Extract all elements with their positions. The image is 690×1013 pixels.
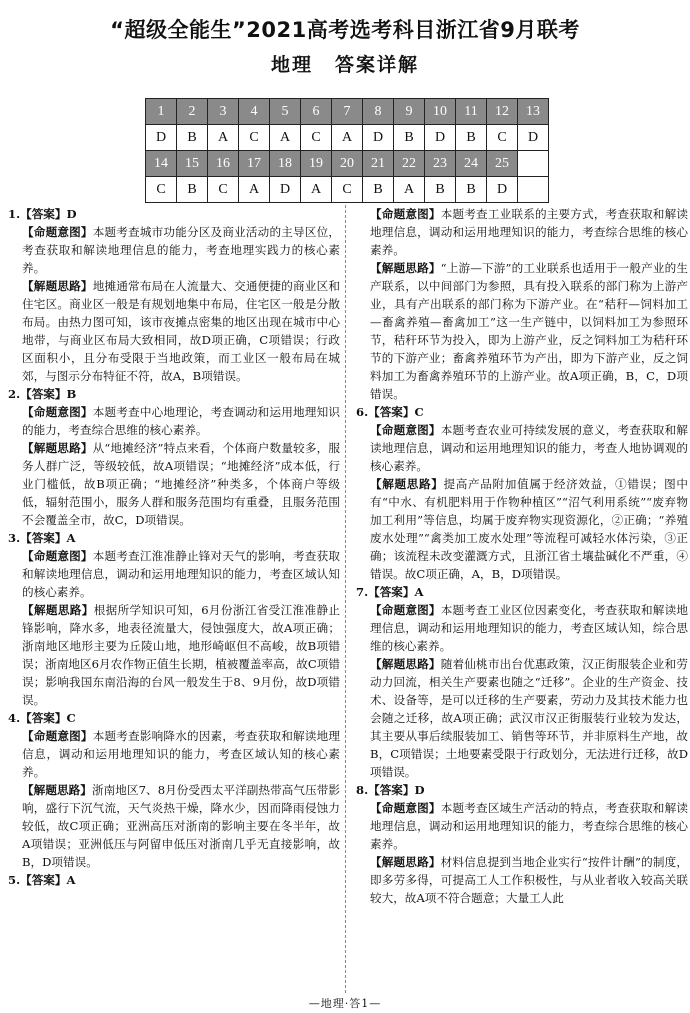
answer-table-cell: 19 <box>301 151 332 177</box>
answer-table <box>145 98 549 203</box>
section-tag: 【解题思路】 <box>22 603 94 617</box>
answer-letter: C <box>66 711 76 725</box>
answer-letter: A <box>66 873 76 887</box>
answer-table-cell: 10 <box>425 99 456 125</box>
answer-label: 【答案】 <box>368 585 415 599</box>
question-number: 5. <box>8 873 21 887</box>
answer-table-cell: 23 <box>425 151 456 177</box>
explanation-text: 提高产品附加值属于经济效益，①错误；图中有“中水、有机肥料用于作物种植区”“沼气利用系统”“废弃物加工利用”等信息，均属于废弃物实现资源化，②正确；“养殖废水处理”“禽类加工废水处理”等流程可减轻水体污染，③正确；该流程未改变灌溉方式，且浙江省土壤盐碱化不严重，④错误。故C项正确，A，B，D项错误。 <box>370 477 688 581</box>
subject-label: 地理 <box>270 54 313 76</box>
explanation-paragraph <box>356 601 688 655</box>
answer-table-cell: C <box>332 177 363 203</box>
explanation-paragraph <box>356 853 688 907</box>
explanation-paragraph <box>8 277 340 385</box>
answer-table-cell: A <box>332 125 363 151</box>
answer-table-cell: 21 <box>363 151 394 177</box>
answer-table-cell: A <box>208 125 239 151</box>
answer-letter: B <box>66 387 77 401</box>
section-tag: 【命题意图】 <box>22 729 93 743</box>
question-answer-line <box>356 781 688 799</box>
column-divider <box>345 205 346 993</box>
answer-table-cell: 24 <box>456 151 487 177</box>
answer-table-cell: 16 <box>208 151 239 177</box>
answer-table-cell: 20 <box>332 151 363 177</box>
answer-table-answer-row <box>146 177 549 203</box>
explanation-paragraph <box>8 601 340 709</box>
section-tag: 【命题意图】 <box>370 423 441 437</box>
answer-table-empty-cell <box>518 151 549 177</box>
explanation-text: 本题考查江淮准静止锋对天气的影响，考查获取和解读地理信息，调动和运用地理知识的能力，考查区域认知的核心素养。 <box>22 549 340 599</box>
explanation-paragraph <box>8 223 340 277</box>
section-tag: 【解题思路】 <box>370 261 441 275</box>
answer-table-cell: D <box>518 125 549 151</box>
answer-table-cell: B <box>456 177 487 203</box>
answer-label: 【答案】 <box>20 873 67 887</box>
answer-table-cell: 5 <box>270 99 301 125</box>
answer-label: 【答案】 <box>368 783 415 797</box>
explanation-paragraph <box>8 403 340 439</box>
question-number: 4. <box>8 711 21 725</box>
question-answer-line <box>8 529 340 547</box>
explanation-text: 根据所学知识可知，6月份浙江省受江淮准静止锋影响，降水多，地表径流量大，侵蚀强度大，故A项正确；浙南地区地形主要为丘陵山地，地形崎岖但不高峻，故B项错误；浙南地区6月农作物正值生长期，植被覆盖率高，故C项错误；影响我国东南沿海的台风一般发生于8、9月份，故D项错误。 <box>22 603 340 707</box>
section-tag: 【命题意图】 <box>22 549 93 563</box>
question-number: 7. <box>356 585 369 599</box>
answer-table-cell: 8 <box>363 99 394 125</box>
question-answer-line <box>8 871 340 889</box>
explanation-text: 本题考查农业可持续发展的意义，考查获取和解读地理信息，调动和运用地理知识的能力，考查人地协调观的核心素养。 <box>370 423 688 473</box>
answer-table-cell: B <box>177 125 208 151</box>
section-tag: 【命题意图】 <box>370 603 441 617</box>
section-tag: 【解题思路】 <box>22 441 93 455</box>
question-answer-line <box>8 205 340 223</box>
page-subtitle <box>0 50 690 77</box>
right-column <box>356 205 688 907</box>
section-tag: 【解题思路】 <box>370 477 444 491</box>
answer-table-cell: 22 <box>394 151 425 177</box>
answer-label: 【答案】 <box>20 207 67 221</box>
explanation-text: 本题考查工业联系的主要方式，考查获取和解读地理信息，调动和运用地理知识的能力，考查综合思维的核心素养。 <box>370 207 688 257</box>
answer-table-cell: B <box>456 125 487 151</box>
page-footer: —地理·答1— <box>308 997 382 1010</box>
answer-table-cell: C <box>301 125 332 151</box>
explanation-text: 材料信息提到当地企业实行“按件计酬”的制度，即多劳多得，可提高工人工作积极性，与从业者收入较高关联较大，故A项不符合题意；大量工人此 <box>370 855 688 905</box>
answer-table-cell: D <box>487 177 518 203</box>
answer-table-cell: 15 <box>177 151 208 177</box>
section-tag: 【命题意图】 <box>370 207 441 221</box>
question-answer-line <box>356 403 688 421</box>
explanation-text: 地摊通常布局在人流量大、交通便捷的商业区和住宅区。商业区一般是有规划地集中布局，住宅区一般是分散布局。由热力图可知，该市夜摊点密集的地区出现在城市中心地带，与商业区布局大致相同，故D项正确，C项错误；行政区面积小，且分布受限于当地政策，而工业区一般布局在城郊，与图示分布特征不符，故A，B项错误。 <box>22 279 340 383</box>
answer-table-cell: 1 <box>146 99 177 125</box>
answer-table-cell: 3 <box>208 99 239 125</box>
page-title: “超级全能生”2021高考选考科目浙江省9月联考 <box>110 18 580 42</box>
section-tag: 【解题思路】 <box>370 855 441 869</box>
answer-table-cell: A <box>301 177 332 203</box>
answer-table-cell: C <box>146 177 177 203</box>
answer-table-answer-row <box>146 125 549 151</box>
answer-table-cell: B <box>363 177 394 203</box>
section-tag: 【解题思路】 <box>370 657 441 671</box>
section-tag: 【命题意图】 <box>22 225 93 239</box>
answer-label: 【答案】 <box>368 405 415 419</box>
answer-label: 【答案】 <box>20 711 67 725</box>
answer-table-cell: D <box>270 177 301 203</box>
answer-letter: D <box>414 783 425 797</box>
answer-letter: A <box>414 585 424 599</box>
answer-table-cell: D <box>146 125 177 151</box>
explanation-text: 浙南地区7、8月份受西太平洋副热带高气压带影响，盛行下沉气流，天气炎热干燥，降水少，因而降雨侵蚀力较低，故C项正确；亚洲高压对浙南的影响主要在冬半年，故A项错误；亚洲低压与阿留申低压对浙南几乎无直接影响，故B，D项错误。 <box>22 783 340 869</box>
question-number: 2. <box>8 387 21 401</box>
answer-table-cell: 9 <box>394 99 425 125</box>
explanation-text: 本题考查中心地理论，考查调动和运用地理知识的能力，考查综合思维的核心素养。 <box>22 405 340 437</box>
explanation-text: 本题考查城市功能分区及商业活动的主导区位，考查获取和解读地理信息的能力，考查地理实践力的核心素养。 <box>22 225 340 275</box>
answer-letter: A <box>66 531 76 545</box>
answer-table-cell: C <box>239 125 270 151</box>
explanation-paragraph <box>8 727 340 781</box>
question-answer-line <box>356 583 688 601</box>
explanation-text: 本题考查区域生产活动的特点，考查获取和解读地理信息，调动和运用地理知识的能力，考查综合思维的核心素养。 <box>370 801 688 851</box>
answer-table-cell: 2 <box>177 99 208 125</box>
section-tag: 【解题思路】 <box>22 279 93 293</box>
answer-table-cell: B <box>394 125 425 151</box>
answer-table-cell: B <box>177 177 208 203</box>
answer-table-cell: 7 <box>332 99 363 125</box>
answer-table-cell: C <box>487 125 518 151</box>
question-number: 8. <box>356 783 369 797</box>
explanation-text: 随着仙桃市出台优惠政策，汉正街服装企业和劳动力回流，相关生产要素也随之“迁移”。企业的生产资金、技术、设备等，是可以迁移的生产要素，劳动力及其技术能力也会随之迁移，故A项正确；武汉市汉正街服装行业较为发达，其主要从事后续服装加工、销售等环节，并非原料生产地，故B，C项错误；土地要素受限于行政划分，无法进行迁移，故D项错误。 <box>370 657 688 779</box>
answer-label: 【答案】 <box>20 387 67 401</box>
section-tag: 【命题意图】 <box>370 801 441 815</box>
section-tag: 【命题意图】 <box>22 405 93 419</box>
answer-table-cell: 11 <box>456 99 487 125</box>
answer-table-empty-cell <box>518 177 549 203</box>
explanation-text: “上游—下游”的工业联系也适用于一般产业的生产联系，以中间部门为参照，具有投入联系的部门称为上游产业，具有产出联系的部门称为下游产业。在“秸秆—饲料加工—畜禽养殖—畜禽加工”这一生产链中，以饲料加工为参照环节，秸秆环节为投入，即为上游产业，反之饲料加工为秸秆环节的下游产业；畜禽养殖环节为产出，即为下游产业，反之饲料加工为畜禽养殖环节的上游产业。故A项正确，B，C，D项错误。 <box>370 261 688 401</box>
explanation-paragraph <box>8 781 340 871</box>
answer-table-cell: 17 <box>239 151 270 177</box>
answer-table-cell: 25 <box>487 151 518 177</box>
explanation-paragraph <box>356 421 688 475</box>
answer-table-cell: 14 <box>146 151 177 177</box>
answer-table-cell: A <box>239 177 270 203</box>
explanation-paragraph <box>356 475 688 583</box>
answer-table-cell: D <box>425 125 456 151</box>
question-number: 1. <box>8 207 21 221</box>
question-number: 3. <box>8 531 21 545</box>
answer-label: 【答案】 <box>20 531 67 545</box>
explanation-paragraph <box>8 439 340 529</box>
answer-table-number-row <box>146 151 549 177</box>
explanation-paragraph <box>356 205 688 259</box>
answer-table-cell: 13 <box>518 99 549 125</box>
explanation-paragraph <box>356 799 688 853</box>
answer-table-cell: 12 <box>487 99 518 125</box>
question-answer-line <box>8 385 340 403</box>
answer-table-cell: B <box>425 177 456 203</box>
explanation-text: 本题考查工业区位因素变化，考查获取和解读地理信息，调动和运用地理知识的能力，考查区域认知，综合思维的核心素养。 <box>370 603 688 653</box>
answer-table-cell: 4 <box>239 99 270 125</box>
section-tag: 【解题思路】 <box>22 783 92 797</box>
explanation-text: 从“地摊经济”特点来看，个体商户数量较多，服务人群广泛，等级较低，故A项错误；“地摊经济”成本低，行业门槛低，故B项正确；“地摊经济”种类多，个体商户等级低，辐射范围小，服务人群和服务范围均有重叠，且服务范围不会覆盖全市，故C，D项错误。 <box>22 441 340 527</box>
explanation-paragraph <box>356 655 688 781</box>
answer-letter: D <box>66 207 77 221</box>
answer-table-number-row <box>146 99 549 125</box>
explanation-paragraph <box>356 259 688 403</box>
answer-table-cell: A <box>394 177 425 203</box>
question-number: 6. <box>356 405 369 419</box>
answer-letter: C <box>414 405 424 419</box>
answer-table-cell: C <box>208 177 239 203</box>
question-answer-line <box>8 709 340 727</box>
subtitle-label: 答案详解 <box>335 54 420 76</box>
left-column <box>8 205 340 889</box>
answer-table-cell: A <box>270 125 301 151</box>
answer-table-cell: 18 <box>270 151 301 177</box>
explanation-paragraph <box>8 547 340 601</box>
answer-table-cell: 6 <box>301 99 332 125</box>
explanation-text: 本题考查影响降水的因素，考查获取和解读地理信息，调动和运用地理知识的能力，考查区域认知的核心素养。 <box>22 729 340 779</box>
answer-table-cell: D <box>363 125 394 151</box>
